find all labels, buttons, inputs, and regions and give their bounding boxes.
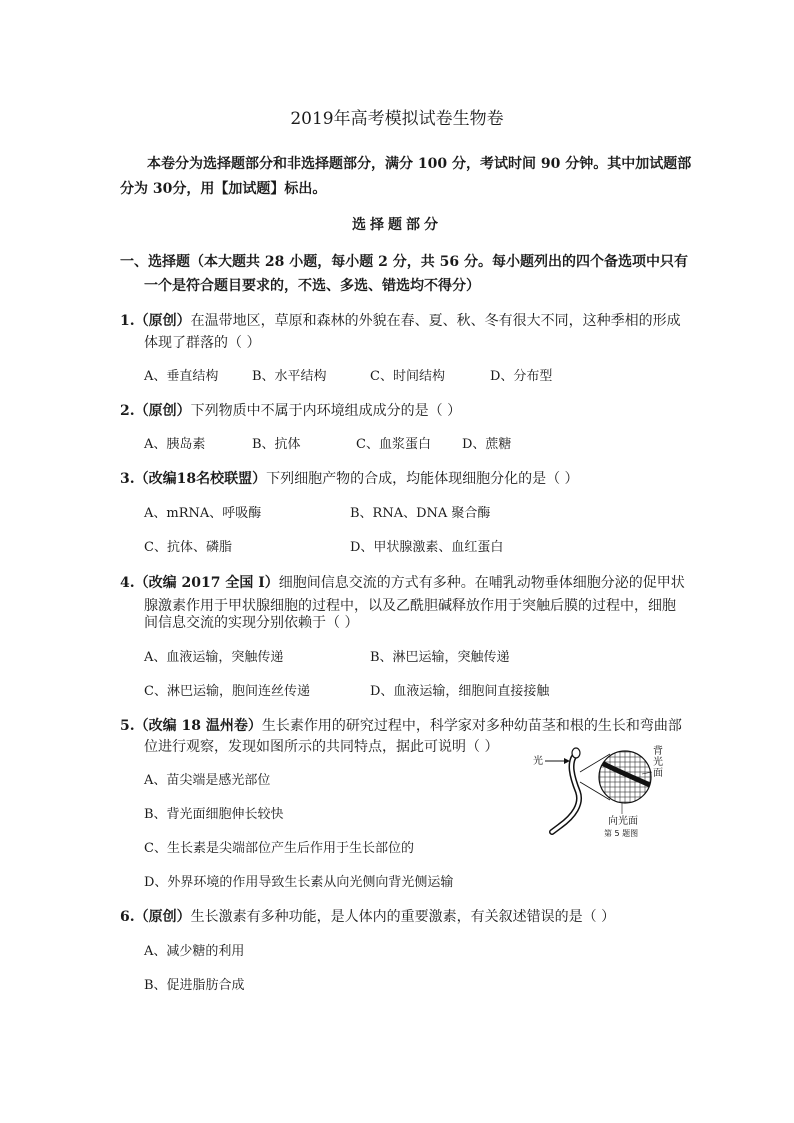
question-4-stem-cont-1: 腺激素作用于甲状腺细胞的过程中，以及乙酰胆碱释放作用于突触后膜的过程中，细胞: [144, 598, 676, 614]
part-heading-line-2: 一个是符合题目要求的，不选、多选、错选均不得分）: [144, 278, 480, 294]
question-source: （原创）: [134, 909, 191, 925]
question-text: 下列细胞产物的合成，均能体现细胞分化的是（ ）: [266, 471, 579, 487]
question-6-stem: [120, 908, 615, 926]
question-1-stem: [120, 312, 681, 330]
part-heading-line-1: 一、选择题（本大题共 28 小题，每小题 2 分，共 56 分。每小题列出的四个备选项中只有: [120, 254, 688, 270]
q5-option-d: D、外界环境的作用导致生长素从向光侧向背光侧运输: [144, 875, 454, 890]
section-title: 选择题部分: [352, 217, 442, 233]
question-4-stem: [120, 574, 685, 592]
q3-option-b: B、RNA、DNA 聚合酶: [350, 506, 491, 521]
seedling-stem-highlight: [552, 754, 579, 832]
q3-option-a: A、mRNA、呼吸酶: [144, 506, 262, 521]
figure-caption: 第 5 题图: [604, 829, 639, 838]
intro-line-1: 本卷分为选择题部分和非选择题部分，满分 100 分，考试时间 90 分钟。其中加试题部: [147, 156, 692, 172]
question-text: 生长素作用的研究过程中，科学家对多种幼苗茎和根的生长和弯曲部: [261, 718, 682, 734]
question-3-stem: [120, 470, 579, 488]
q5-option-a: A、苗尖端是感光部位: [144, 773, 271, 788]
magnified-cells: [599, 751, 651, 803]
fig-label-back-3: 面: [653, 768, 663, 779]
question-number: 3.: [120, 471, 135, 487]
question-number: 6.: [120, 909, 135, 925]
question-text: 下列物质中不属于内环境组成成分的是（ ）: [190, 403, 462, 419]
q2-option-c: C、血浆蛋白: [356, 437, 431, 452]
q6-option-b: B、促进脂肪合成: [144, 978, 245, 993]
question-source: （改编18名校联盟）: [134, 471, 267, 487]
q4-option-b: B、淋巴运输，突触传递: [370, 650, 510, 665]
question-number: 1.: [120, 313, 135, 329]
q5-option-c: C、生长素是尖端部位产生后作用于生长部位的: [144, 841, 414, 856]
question-text: 在温带地区，草原和森林的外貌在春、夏、秋、冬有很大不同，这种季相的形成: [190, 313, 681, 329]
question-4-stem-cont-2: 间信息交流的实现分别依赖于（ ）: [144, 615, 359, 631]
question-text: 细胞间信息交流的方式有多种。在哺乳动物垂体细胞分泌的促甲状: [278, 575, 685, 591]
fig-label-back-1: 背: [653, 746, 663, 757]
q3-option-c: C、抗体、磷脂: [144, 540, 232, 555]
q1-option-a: A、垂直结构: [144, 369, 219, 384]
question-source: （原创）: [134, 403, 191, 419]
question-5-stem: [120, 717, 682, 735]
question-number: 2.: [120, 403, 135, 419]
q4-option-d: D、血液运输，细胞间直接接触: [370, 684, 550, 699]
question-5-stem-cont: 位进行观察，发现如图所示的共同特点，据此可说明（ ）: [144, 739, 499, 755]
q1-option-b: B、水平结构: [252, 369, 327, 384]
q6-option-a: A、减少糖的利用: [144, 944, 245, 959]
seedling-tip: [572, 748, 580, 758]
question-text: 生长激素有多种功能，是人体内的重要激素，有关叙述错误的是（ ）: [190, 909, 616, 925]
q4-option-a: A、血液运输，突触传递: [144, 650, 284, 665]
page-title: 2019年高考模拟试卷生物卷: [290, 109, 504, 129]
question-source: （原创）: [134, 313, 191, 329]
q2-option-a: A、胰岛素: [144, 437, 206, 452]
fig-label-back-2: 光: [653, 757, 663, 768]
fig-label-light: 光: [533, 756, 543, 767]
q1-option-d: D、分布型: [490, 369, 553, 384]
question-2-stem: [120, 402, 461, 420]
q5-option-b: B、背光面细胞伸长较快: [144, 807, 284, 822]
question-number: 5.: [120, 718, 135, 734]
q4-option-c: C、淋巴运输，胞间连丝传递: [144, 684, 310, 699]
question-1-stem-cont: 体现了群落的（ ）: [144, 335, 261, 351]
q2-option-d: D、蔗糖: [462, 437, 512, 452]
q2-option-b: B、抗体: [252, 437, 301, 452]
seedling-bending-figure: [530, 742, 680, 838]
question-number: 4.: [120, 575, 135, 591]
question-source: （改编 2017 全国 I）: [134, 575, 279, 591]
fig-label-front: 向光面: [608, 816, 638, 827]
q1-option-c: C、时间结构: [370, 369, 445, 384]
intro-line-2: 分为 30分，用【加试题】标出。: [120, 181, 327, 197]
question-source: （改编 18 温州卷）: [134, 718, 262, 734]
q3-option-d: D、甲状腺激素、血红蛋白: [350, 540, 504, 555]
